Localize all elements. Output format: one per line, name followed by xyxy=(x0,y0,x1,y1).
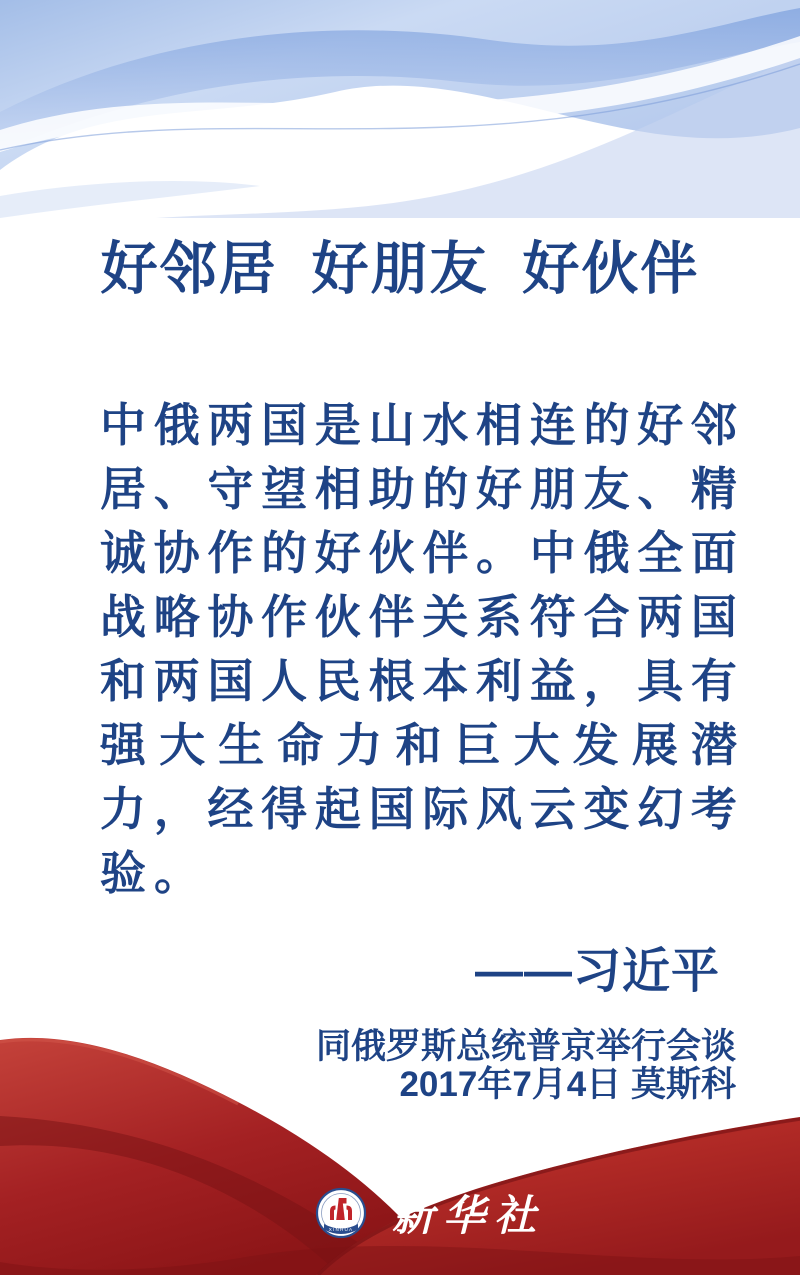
poster-title: 好邻居 好朋友 好伙伴 xyxy=(100,237,700,301)
quote-body xyxy=(100,390,737,902)
bottom-wave-graphic xyxy=(0,1020,800,1275)
wave-bottom-fade xyxy=(0,181,260,218)
quote-attribution: ——习近平 xyxy=(474,945,720,998)
quote-line: 验 。 xyxy=(100,847,200,899)
quote-line: 强 大 生 命 力 和 巨 大 发 展 潜 xyxy=(100,719,737,771)
quote-line: 诚 协 作 的 好 伙 伴 。 中 俄 全 面 xyxy=(100,527,737,579)
agency-name-text: 新华社 xyxy=(392,1191,546,1240)
quote-line: 中 俄 两 国 是 山 水 相 连 的 好 邻 xyxy=(100,399,737,451)
quote-line: 和 两 国 人 民 根 本 利 益 ， 具 有 xyxy=(100,655,737,707)
quote-line: 居 、 守 望 相 助 的 好 朋 友 、 精 xyxy=(100,463,737,515)
top-wave-graphic xyxy=(0,0,800,218)
caption-date-location: 2017年7月4日 莫斯科 xyxy=(399,1065,736,1104)
quote-line: 力 ， 经 得 起 国 际 风 云 变 幻 考 xyxy=(100,783,737,835)
xinhua-logo xyxy=(317,1189,365,1237)
caption-event: 同俄罗斯总统普京举行会谈 xyxy=(315,1027,736,1066)
xinhua-logo-badge-text: XINHUA xyxy=(328,1226,354,1232)
quote-line: 战 略 协 作 伙 伴 关 系 符 合 两 国 xyxy=(100,591,737,643)
